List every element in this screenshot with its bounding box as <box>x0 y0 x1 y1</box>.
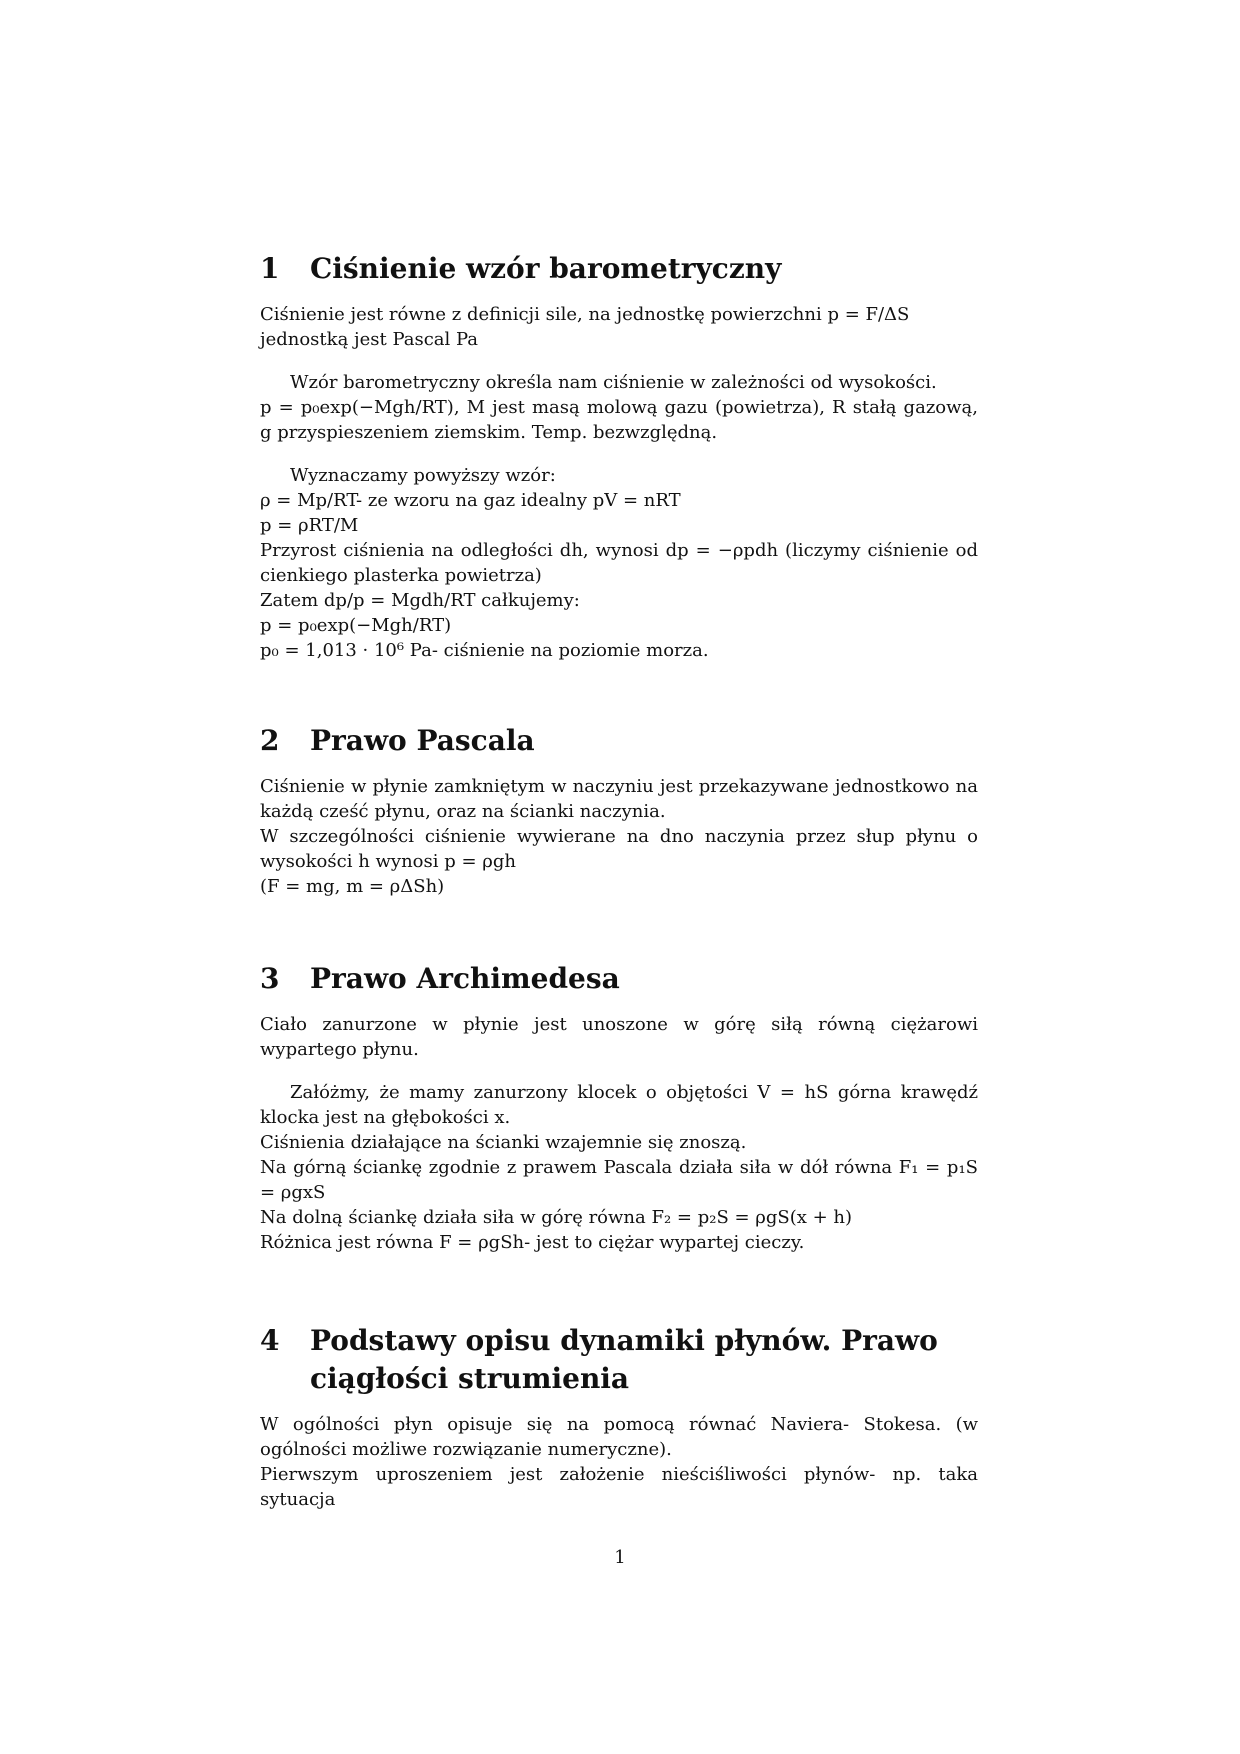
paragraph-line: ρ = Mp/RT- ze wzoru na gaz idealny pV = nRT <box>260 490 681 511</box>
paragraph-line: Przyrost ciśnienia na odległości dh, wynosi dp = −ρpdh (liczymy ciśnienie od cienkiego plasterka powietrza) <box>260 540 978 586</box>
paragraph-line: Wzór barometryczny określa nam ciśnienie w zależności od wysokości. <box>290 372 937 393</box>
section-4 <box>260 1322 978 1512</box>
section-3 <box>260 960 978 1255</box>
paragraph-line: (F = mg, m = ρΔSh) <box>260 876 445 897</box>
section-number: 2 <box>260 724 280 757</box>
paragraph-line: Zatem dp/p = Mgdh/RT całkujemy: <box>260 590 580 611</box>
paragraph-line: Pierwszym uproszeniem jest założenie nieściśliwości płynów- np. taka sytuacja <box>260 1464 978 1510</box>
section-title: Podstawy opisu dynamiki płynów. Prawo ciągłości strumienia <box>310 1324 938 1395</box>
paragraph-line: W ogólności płyn opisuje się na pomocą równać Naviera- Stokesa. (w ogólności możliwe rozwiązanie numeryczne). <box>260 1414 978 1460</box>
section-2 <box>260 722 978 899</box>
paragraph-line: Różnica jest równa F = ρgSh- jest to ciężar wypartej cieczy. <box>260 1232 805 1253</box>
section-number: 3 <box>260 962 280 995</box>
paragraph-line: Ciało zanurzone w płynie jest unoszone w górę siłą równą ciężarowi wypartego płynu. <box>260 1014 978 1060</box>
section-title: Prawo Archimedesa <box>310 962 620 995</box>
section-1 <box>260 250 978 663</box>
section-heading <box>260 960 978 998</box>
section-heading <box>260 250 978 288</box>
paragraph-line: W szczególności ciśnienie wywierane na dno naczynia przez słup płynu o wysokości h wynosi p = ρgh <box>260 826 978 872</box>
paragraph-line: p₀ = 1,013 · 10⁶ Pa- ciśnienie na poziomie morza. <box>260 640 709 661</box>
section-number: 1 <box>260 252 280 285</box>
page-number: 1 <box>614 1547 626 1568</box>
section-title: Prawo Pascala <box>310 724 535 757</box>
section-number: 4 <box>260 1324 280 1357</box>
paragraph-line: p = p₀exp(−Mgh/RT), M jest masą molową gazu (powietrza), R stałą gazową, g przyspieszeniem ziemskim. Temp. bezwzględną. <box>260 397 978 443</box>
paragraph-line: Na dolną ściankę działa siła w górę równa F₂ = p₂S = ρgS(x + h) <box>260 1207 853 1228</box>
section-title: Ciśnienie wzór barometryczny <box>310 252 782 285</box>
paragraph-line: Wyznaczamy powyższy wzór: <box>290 465 556 486</box>
paragraph-line: p = ρRT/M <box>260 515 359 536</box>
paragraph-line: Załóżmy, że mamy zanurzony klocek o objętości V = hS górna krawędź klocka jest na głębokości x. <box>260 1082 978 1128</box>
paragraph-line: jednostką jest Pascal Pa <box>260 329 479 350</box>
paragraph-line: p = p₀exp(−Mgh/RT) <box>260 615 452 636</box>
paragraph-line: Ciśnienia działające na ścianki wzajemnie się znoszą. <box>260 1132 747 1153</box>
paragraph-line: Na górną ściankę zgodnie z prawem Pascala działa siła w dół równa F₁ = p₁S = ρgxS <box>260 1157 978 1203</box>
paragraph-line: Ciśnienie jest równe z definicji sile, na jednostkę powierzchni p = F/ΔS <box>260 304 910 325</box>
section-heading <box>260 722 978 760</box>
paragraph-line: Ciśnienie w płynie zamkniętym w naczyniu jest przekazywane jednostkowo na każdą cześć płynu, oraz na ścianki naczynia. <box>260 776 978 822</box>
section-heading <box>260 1322 978 1398</box>
